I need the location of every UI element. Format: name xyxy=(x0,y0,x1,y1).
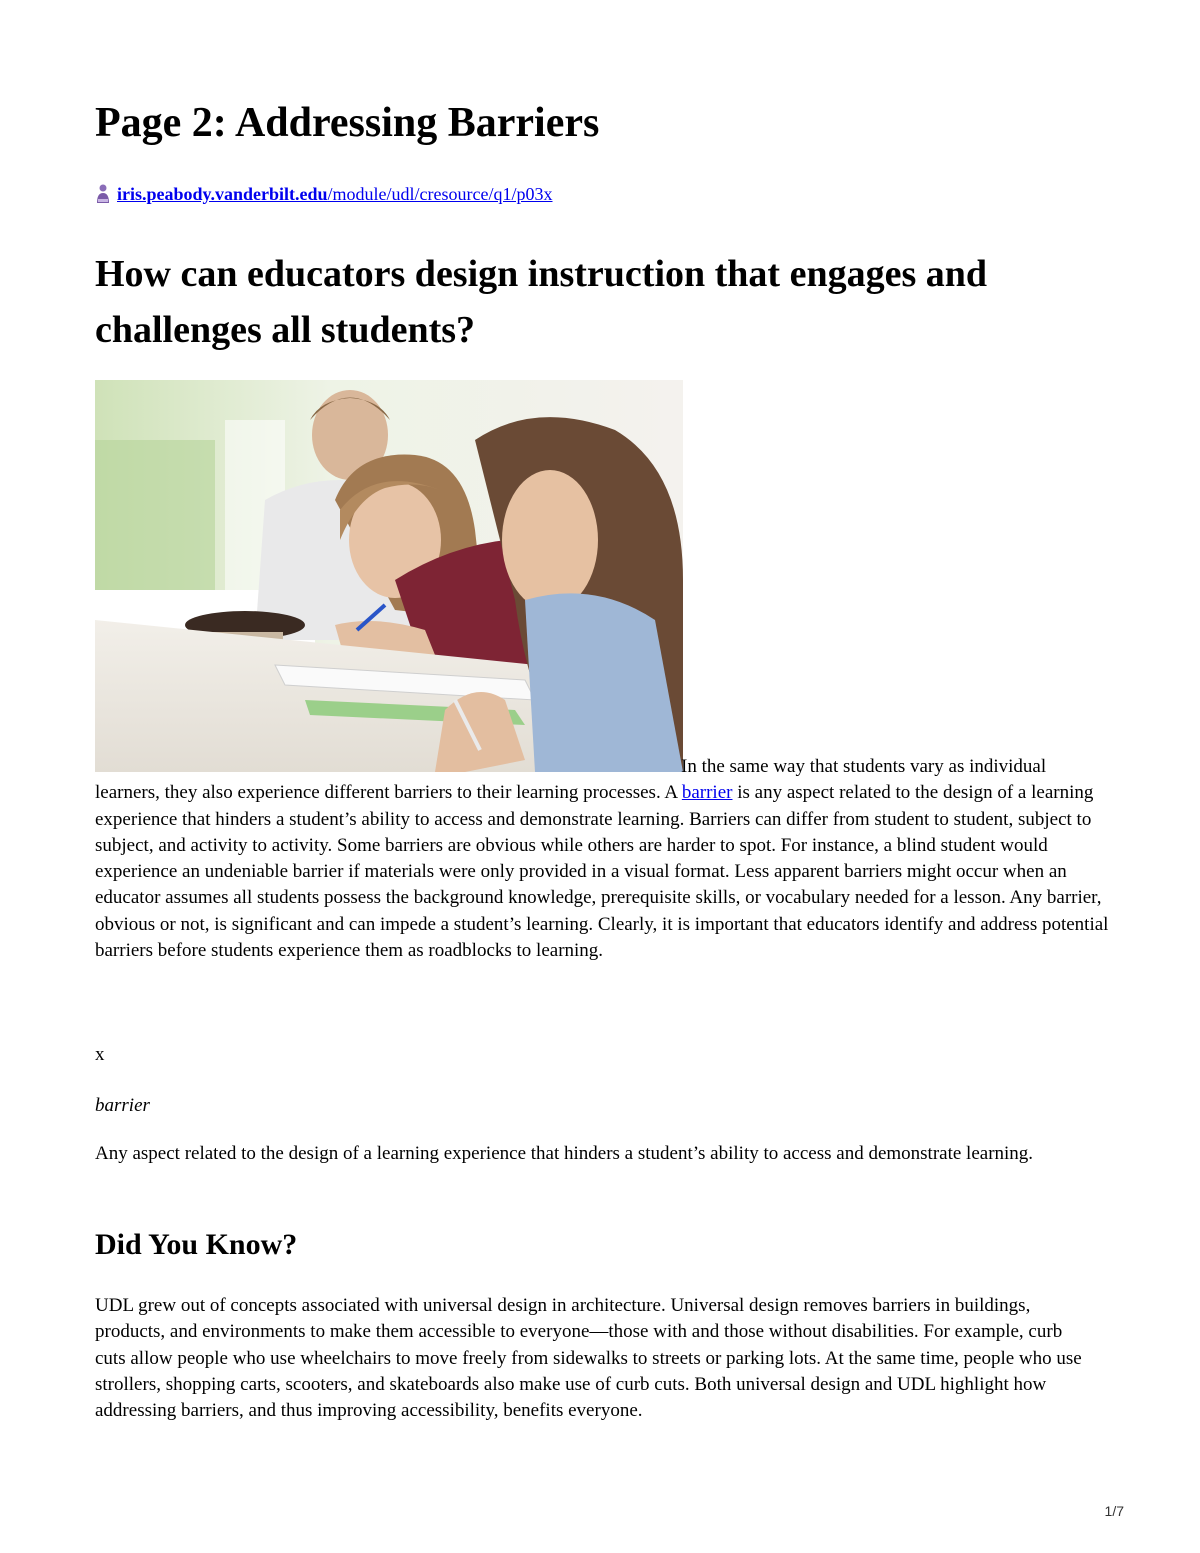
source-line xyxy=(95,180,553,208)
intro-text-before: In the same way that students vary as individual learners, they also experience different barriers to their learning processes. A xyxy=(95,756,1047,804)
glossary-definition: Any aspect related to the design of a learning experience that hinders a student’s ability to access and demonstrate learning. xyxy=(95,1143,1034,1164)
intro-paragraph xyxy=(95,754,1115,964)
source-domain: iris.peabody.vanderbilt.edu xyxy=(117,183,328,204)
barrier-link[interactable]: barrier xyxy=(681,782,733,804)
did-you-know-text: UDL grew out of concepts associated with universal design in architecture. Universal design removes barriers in buildings, products, and environments to make them accessible to everyone—those with and those without disabilities. For example, curb cuts allow people who use wheelchairs to move freely from sidewalks to streets or parking lots. At the same time, people who use strollers, shopping carts, scooters, and skateboards also make use of curb cuts. Both universal design and UDL highlight how addressing barriers, and thus improving accessibility, benefits everyone. xyxy=(95,1295,1082,1422)
source-path: /module/udl/cresource/q1/p03x xyxy=(327,183,553,204)
page-title: Page 2: Addressing Barriers xyxy=(95,100,600,146)
intro-text-after: is any aspect related to the design of a learning experience that hinders a student’s ability to access and demonstrate learning. Barriers can differ from student to student, subject to subject, and activity to activity. Some barriers are obvious while others are harder to spot. For instance, a blind student would experience an undeniable barrier if materials were only provided in a visual format. Less apparent barriers might occur when an educator assumes all students possess the background knowledge, prerequisite skills, or vocabulary needed for a lesson. Any barrier, obvious or not, is significant and can impede a student’s learning. Clearly, it is important that educators identify and address potential barriers before students experience them as roadblocks to learning. xyxy=(95,782,1109,962)
section-heading: How can educators design instruction that engages and challenges all students? xyxy=(95,253,987,351)
glossary-term: barrier xyxy=(95,1095,150,1116)
did-you-know-heading: Did You Know? xyxy=(95,1228,298,1261)
page-number: 1/7 xyxy=(1104,1503,1124,1519)
source-link[interactable] xyxy=(117,184,553,205)
person-icon xyxy=(95,183,111,205)
image-spacer xyxy=(95,771,681,772)
students-writing-photo xyxy=(95,380,683,772)
glossary-close[interactable]: x xyxy=(95,1044,105,1065)
